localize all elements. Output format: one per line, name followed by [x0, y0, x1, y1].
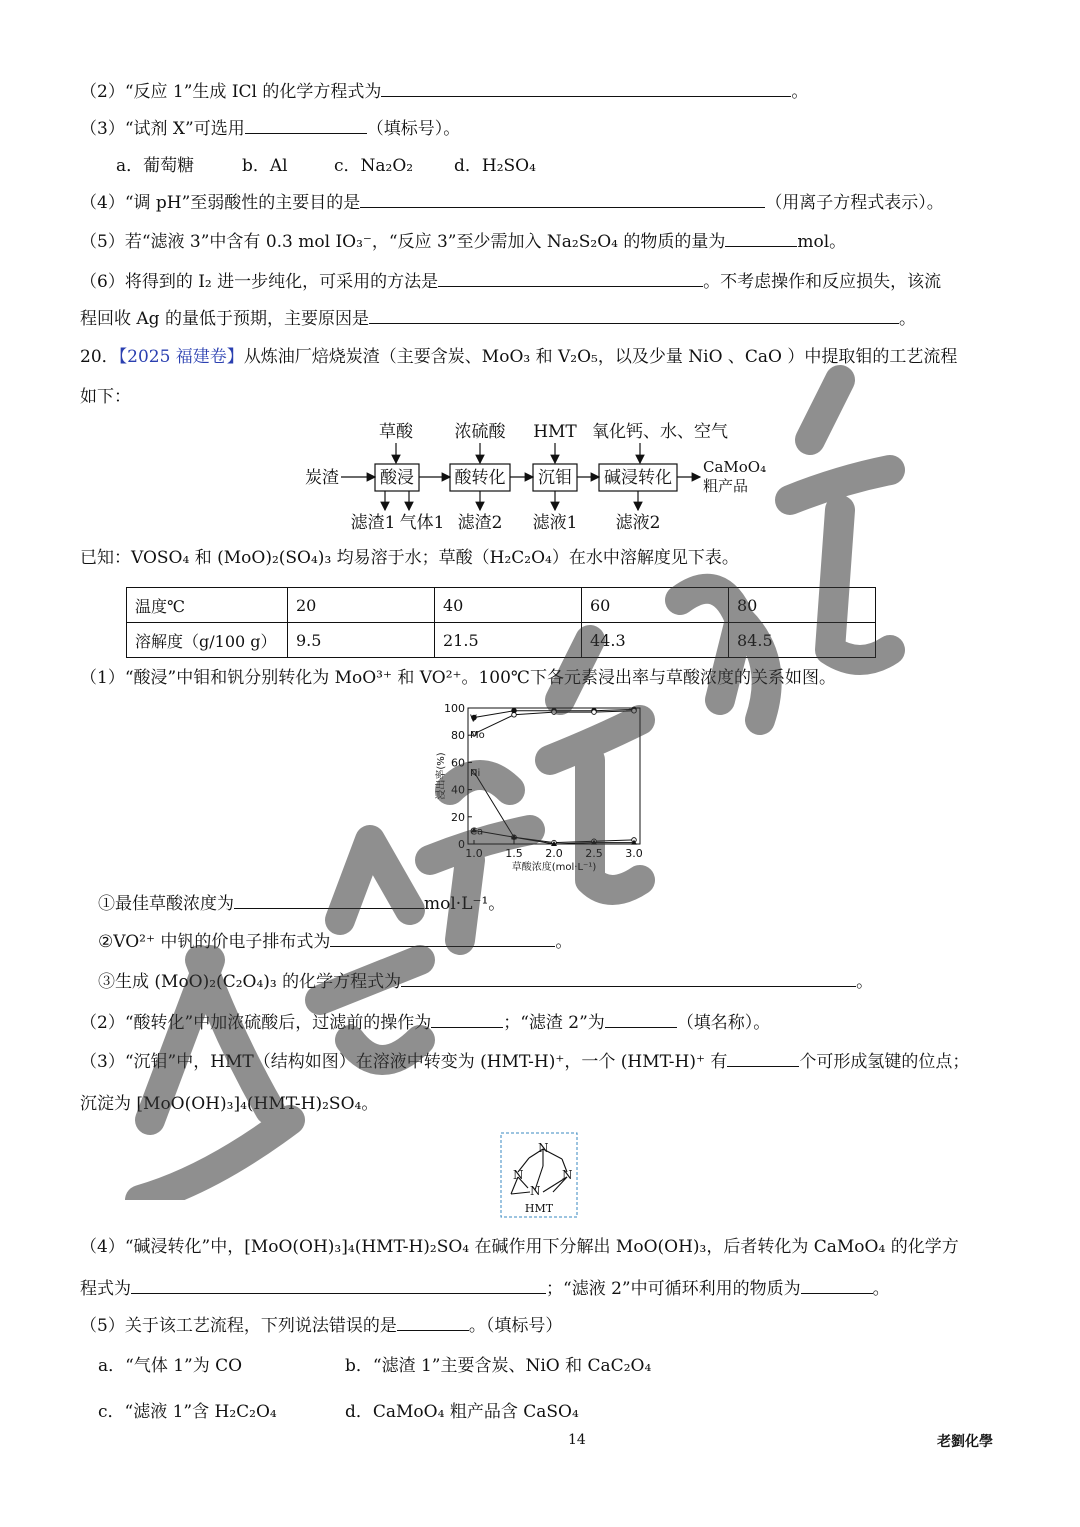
q20-sub1: ①最佳草酸浓度为 mol·L⁻¹。	[98, 894, 506, 914]
x-tick-label: 2.5	[585, 847, 603, 860]
option-a: a．葡萄糖	[116, 156, 195, 176]
flow-product-crude: 粗产品	[703, 477, 749, 495]
q20-sub2: ②VO²⁺ 中钒的价电子排布式为 。	[98, 932, 573, 952]
series-label-ni: Ni	[470, 767, 481, 779]
q20-intro-cont: 如下：	[80, 387, 131, 407]
x-axis-label: 草酸浓度(mol·L⁻¹)	[511, 862, 597, 873]
table-cell: 44.3	[582, 623, 729, 658]
answer-blank[interactable]	[330, 930, 555, 947]
data-point	[592, 710, 597, 715]
plot-frame	[468, 708, 640, 844]
answer-blank[interactable]	[245, 117, 367, 134]
q20-known: 已知：VOSO₄ 和 (MoO)₂(SO₄)₃ 均易溶于水；草酸（H₂C₂O₄）在水中溶解度见下表。	[80, 548, 739, 568]
q20-option-a: a．“气体 1”为 CO	[98, 1356, 243, 1376]
reagent-oxalic: 草酸	[379, 422, 413, 442]
answer-blank[interactable]	[605, 1011, 677, 1028]
q19-part6-cont: 程回收 Ag 的量低于预期，主要原因是 。	[80, 309, 916, 329]
hmt-n-right: N	[562, 1168, 573, 1182]
x-tick-label: 2.0	[545, 847, 563, 860]
answer-blank[interactable]	[438, 270, 703, 287]
table-cell: 9.5	[288, 623, 435, 658]
data-point	[552, 710, 557, 715]
answer-blank[interactable]	[725, 230, 797, 247]
step-acid-convert: 酸转化	[454, 468, 506, 488]
q20-option-c: c．“滤液 1”含 H₂C₂O₄	[98, 1402, 277, 1422]
series-label-mo: Mo	[470, 729, 485, 741]
x-tick-label: 3.0	[625, 847, 643, 860]
table-cell: 20	[288, 588, 435, 623]
answer-blank[interactable]	[401, 970, 856, 987]
q20-sub3: ③生成 (MoO)₂(C₂O₄)₃ 的化学方程式为 。	[98, 972, 874, 992]
y-axis-label: 浸出率(%)	[436, 752, 447, 800]
step-precipitate: 沉钼	[538, 468, 572, 488]
q20-part2: （2）“酸转化”中加浓硫酸后，过滤前的操作为 ；“滤渣 2”为 （填名称）。	[80, 1013, 771, 1033]
solubility-table	[126, 587, 876, 658]
x-tick-label: 1.0	[465, 847, 483, 860]
table-cell: 温度℃	[127, 588, 288, 623]
answer-blank[interactable]	[801, 1277, 873, 1294]
q19-part2: （2）“反应 1”生成 ICl 的化学方程式为 。	[80, 82, 809, 102]
option-c: c．Na₂O₂	[334, 156, 414, 176]
page-number: 14	[568, 1432, 586, 1448]
flow-input: 炭渣	[305, 468, 339, 488]
q20-option-d: d．CaMoO₄ 粗产品含 CaSO₄	[345, 1402, 579, 1422]
table-cell: 60	[582, 588, 729, 623]
option-b: b．Al	[242, 156, 288, 176]
y-tick-label: 20	[451, 810, 465, 824]
hmt-structure	[500, 1132, 578, 1218]
option-d: d．H₂SO₄	[454, 156, 536, 176]
output-filtrate2: 滤液2	[615, 513, 661, 533]
answer-blank[interactable]	[397, 1314, 469, 1331]
table-cell: 溶解度（g/100 g）	[127, 623, 288, 658]
y-tick-label: 40	[451, 783, 465, 797]
output-filtrate1: 滤液1	[532, 513, 578, 533]
reagent-hmt: HMT	[533, 422, 577, 442]
table-cell: 80	[729, 588, 876, 623]
data-point	[512, 713, 517, 718]
leaching-rate-chart	[434, 700, 654, 880]
series-label-v: V	[470, 713, 477, 725]
table-cell: 40	[435, 588, 582, 623]
q20-part3-cont: 沉淀为 [MoO(OH)₃]₄(HMT-H)₂SO₄。	[80, 1094, 379, 1114]
q20-part5: （5）关于该工艺流程，下列说法错误的是 。（填标号）	[80, 1316, 563, 1336]
q19-part3: （3）“试剂 X”可选用 （填标号）。	[80, 119, 461, 139]
answer-blank[interactable]	[234, 892, 424, 909]
q20-part4-cont: 程式为 ；“滤液 2”中可循环利用的物质为 。	[80, 1279, 890, 1299]
footer-brand: 老劉化學	[937, 1434, 993, 1450]
y-tick-label: 60	[451, 756, 465, 770]
answer-blank[interactable]	[369, 307, 899, 324]
hmt-n-top: N	[538, 1141, 549, 1155]
y-tick-label: 100	[444, 702, 465, 715]
y-tick-label: 80	[451, 729, 465, 743]
q20-part3: （3）“沉钼”中，HMT（结构如图）在溶液中转变为 (HMT-H)⁺，一个 (HMT-H)⁺ 有 个可形成氢键的位点；	[80, 1052, 970, 1072]
q20-part1: （1）“酸浸”中钼和钒分别转化为 MoO³⁺ 和 VO²⁺。100℃下各元素浸出率与草酸浓度的关系如图。	[80, 668, 836, 688]
answer-blank[interactable]	[131, 1277, 546, 1294]
source-tag: 【2025 福建卷】	[118, 347, 244, 367]
step-acid-leach: 酸浸	[380, 468, 414, 488]
q19-part4: （4）“调 pH”至弱酸性的主要目的是 （用离子方程式表示）。	[80, 193, 944, 213]
hmt-n-bottom: N	[530, 1184, 541, 1198]
hmt-label: HMT	[524, 1202, 554, 1215]
table-row	[127, 623, 876, 658]
y-tick-label: 0	[458, 838, 465, 851]
answer-blank[interactable]	[381, 80, 791, 97]
output-residue2: 滤渣2	[457, 513, 503, 533]
answer-blank[interactable]	[727, 1050, 799, 1067]
q20-part4: （4）“碱浸转化”中，[MoO(OH)₃]₄(HMT-H)₂SO₄ 在碱作用下分解出 MoO(OH)₃，后者转化为 CaMoO₄ 的化学方	[80, 1237, 959, 1257]
q20-option-b: b．“滤渣 1”主要含炭、NiO 和 CaC₂O₄	[345, 1356, 652, 1376]
answer-blank[interactable]	[431, 1011, 503, 1028]
process-flow-diagram	[305, 418, 775, 533]
flow-product: CaMoO₄	[703, 458, 767, 476]
answer-blank[interactable]	[360, 191, 765, 208]
hmt-n-left: N	[513, 1168, 524, 1182]
reagent-sulfuric: 浓硫酸	[454, 422, 506, 442]
reagent-cao: 氧化钙、水、空气	[592, 422, 728, 442]
table-cell: 21.5	[435, 623, 582, 658]
q19-part5: （5）若“滤液 3”中含有 0.3 mol IO₃⁻，“反应 3”至少需加入 Na₂S₂O₄ 的物质的量为 mol。	[80, 232, 847, 252]
output-gas1: 气体1	[399, 513, 445, 533]
x-tick-label: 1.5	[505, 847, 523, 860]
step-alkali-convert: 碱浸转化	[604, 468, 672, 488]
table-row	[127, 588, 876, 623]
data-point	[632, 708, 637, 713]
output-residue1: 滤渣1	[350, 513, 396, 533]
table-cell: 84.5	[729, 623, 876, 658]
q20-intro: 20．【2025 福建卷】从炼油厂焙烧炭渣（主要含炭、MoO₃ 和 V₂O₅，以及少量 NiO 、CaO ）中提取钼的工艺流程	[80, 347, 958, 367]
q19-part6: （6）将得到的 I₂ 进一步纯化，可采用的方法是 。不考虑操作和反应损失，该流	[80, 272, 942, 292]
series-label-ca: Ca	[470, 826, 484, 838]
series-line-ni	[474, 772, 634, 843]
